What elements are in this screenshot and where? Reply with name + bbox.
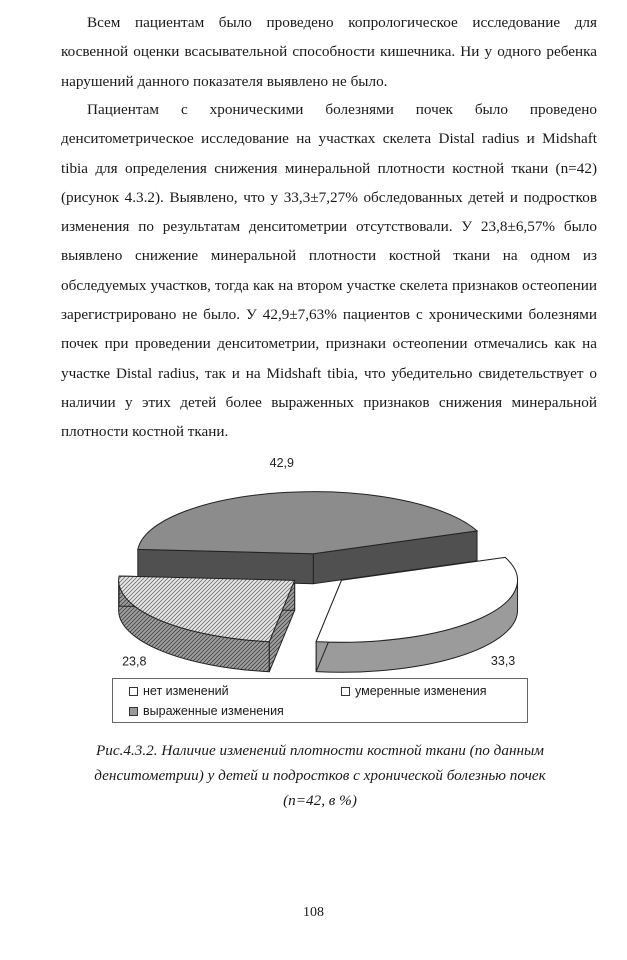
paragraph-coprology: Всем пациентам было проведено копрологическое исследование для косвенной оценки всасывательной способности кишечника. Ни у одного ребенка нарушений данного показателя выявлено не было.	[61, 14, 597, 90]
slice-label-2: 42,9	[269, 455, 294, 470]
legend-item-pronounced-changes	[129, 704, 284, 718]
caption-line-2: денситометрии) у детей и подростков с хронической болезнью почек	[94, 767, 546, 784]
legend-label: выраженные изменения	[143, 704, 284, 718]
legend-item-no-changes	[129, 684, 229, 698]
paragraph-densitometry: Пациентам с хроническими болезнями почек было проведено денситометрическое исследование на участках скелета Distal radius и Midshaft tibia для определения снижения минеральной плотности костной ткани (n=42) (рисунок 4.3.2). Выявлено, что у 33,3±7,27% обследованных детей и подростков изменения по результатам денситометрии отсутствовали. У 23,8±6,57% было выявлено снижение минеральной плотности костной ткани на одном из обследуемых участков, тогда как на втором участке скелета признаков остеопении зарегистрировано не было. У 42,9±7,63% пациентов с хроническими болезнями почек при проведении денситометрии, признаки остеопении отмечались как на участке Distal radius, так и на Midshaft tibia, что убедительно свидетельствует о наличии у этих детей более выраженных признаков снижения минеральной плотности костной ткани.	[61, 101, 597, 441]
legend-label: нет изменений	[143, 684, 229, 698]
legend-swatch	[341, 687, 350, 696]
slice-label-0: 33,3	[490, 653, 516, 668]
figure-caption	[40, 738, 600, 813]
slice-label-1: 23,8	[122, 654, 147, 669]
caption-line-3: (n=42, в %)	[283, 792, 357, 809]
page-number: 108	[303, 905, 324, 920]
legend-swatch	[129, 687, 138, 696]
chart-legend	[112, 678, 528, 723]
legend-label: умеренные изменения	[355, 684, 487, 698]
caption-line-1: Рис.4.3.2. Наличие изменений плотности костной ткани (по данным	[95, 742, 544, 759]
legend-swatch	[129, 707, 138, 716]
legend-item-moderate-changes	[341, 684, 487, 698]
